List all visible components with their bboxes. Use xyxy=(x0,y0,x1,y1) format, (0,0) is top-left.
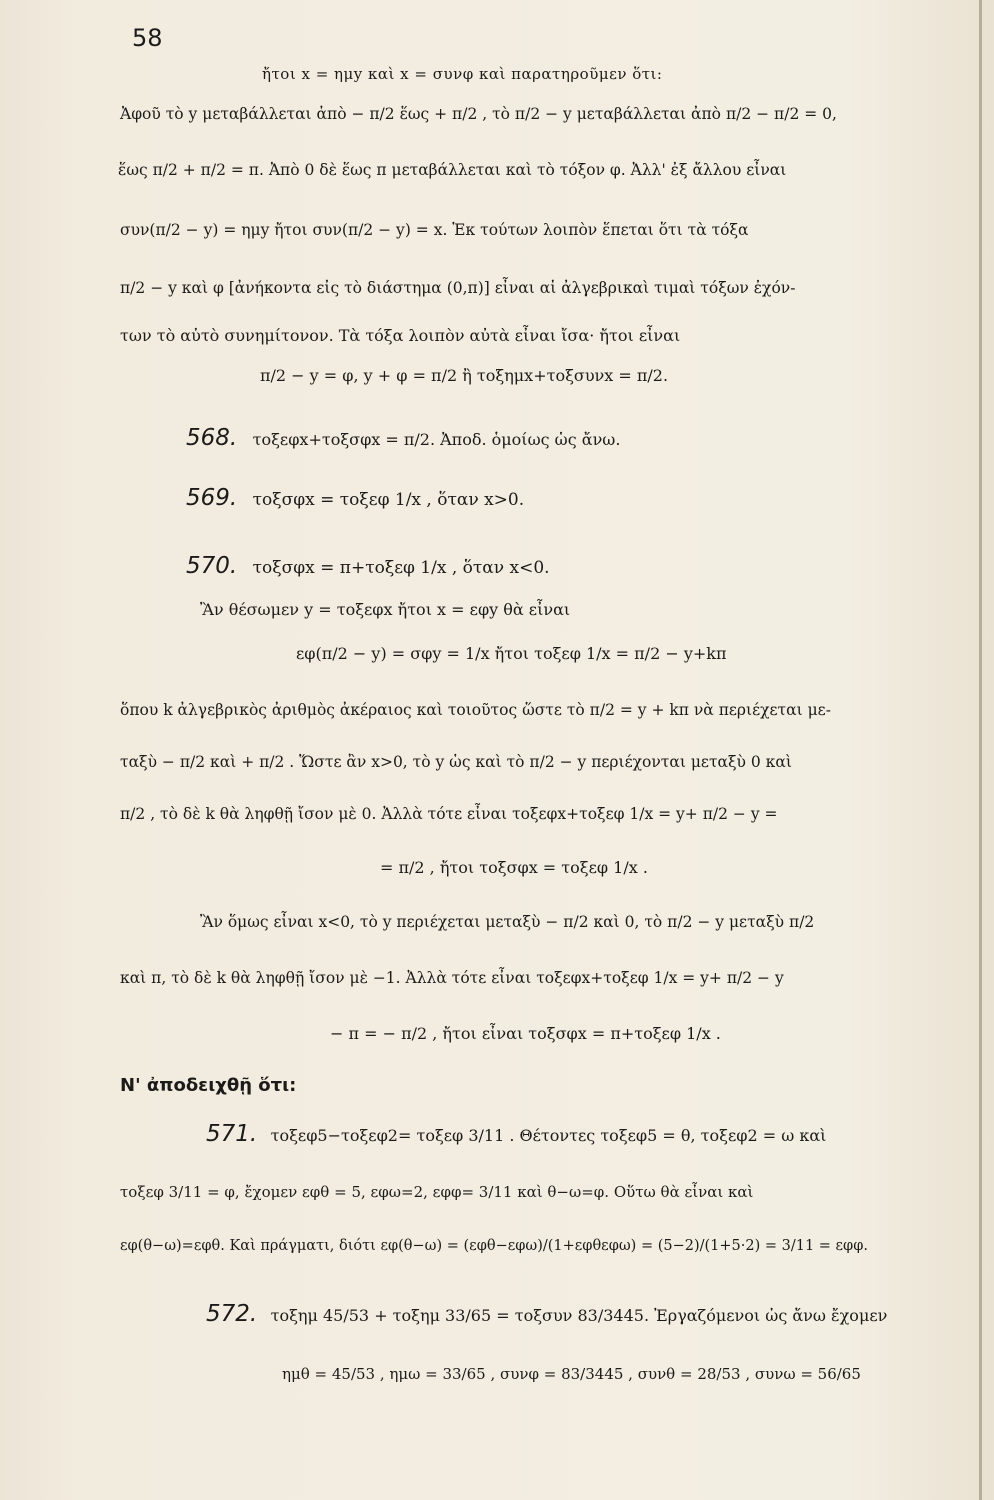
text-line xyxy=(120,804,778,824)
exercise-568 xyxy=(186,425,621,451)
text-line xyxy=(200,912,814,932)
equation-line xyxy=(380,858,648,878)
line-text: ἕως π/2 + π/2 = π. Ἀπὸ 0 δὲ ἕως π μεταβάλλεται καὶ τὸ τόξον φ. Ἀλλ' ἐξ ἄλλου εἶναι xyxy=(118,161,787,179)
exercise-570 xyxy=(186,553,550,579)
line-text: καὶ π, τὸ δὲ k θὰ ληφθῇ ἴσον μὲ −1. Ἀλλὰ τότε εἶναι τοξεφx+τοξεφ 1/x = y+ π/2 − y xyxy=(120,969,784,987)
exercise-569 xyxy=(186,485,525,511)
exercise-571 xyxy=(206,1121,827,1147)
exercise-572 xyxy=(206,1301,888,1327)
line-text: ἤτοι x = ημy καὶ x = συνφ καὶ παρατηροῦμεν ὅτι: xyxy=(262,65,663,83)
section-heading xyxy=(120,1076,296,1096)
exercise-number: 571. xyxy=(206,1121,258,1147)
line-text: ταξὺ − π/2 καὶ + π/2 . Ὥστε ἂν x>0, τὸ y ὡς καὶ τὸ π/2 − y περιέχονται μεταξὺ 0 καὶ xyxy=(120,753,792,771)
exercise-number: 572. xyxy=(206,1301,258,1327)
text-line xyxy=(120,1182,753,1202)
page-edge-shadow xyxy=(979,0,982,1500)
exercise-text: τοξημ 45/53 + τοξημ 33/65 = τοξσυν 83/3445. Ἐργαζόμενοι ὡς ἄνω ἔχομεν xyxy=(270,1306,888,1325)
text-line xyxy=(120,700,831,720)
line-text: Ἀφοῦ τὸ y μεταβάλλεται ἀπὸ − π/2 ἕως + π/2 , τὸ π/2 − y μεταβάλλεται ἀπὸ π/2 − π/2 = 0, xyxy=(120,105,837,123)
text-line xyxy=(120,278,795,298)
text-line xyxy=(120,1236,868,1256)
equation-line xyxy=(296,644,726,664)
line-text: π/2 − y = φ, y + φ = π/2 ἢ τοξημx+τοξσυνx = π/2. xyxy=(260,366,669,385)
line-text: ὅπου k ἀλγεβρικὸς ἀριθμὸς ἀκέραιος καὶ τοιοῦτος ὥστε τὸ π/2 = y + kπ νὰ περιέχεται με- xyxy=(120,701,831,719)
text-line xyxy=(118,160,786,180)
exercise-number: 569. xyxy=(186,485,238,511)
line-text: ημθ = 45/53 , ημω = 33/65 , συνφ = 83/3445 , συνθ = 28/53 , συνω = 56/65 xyxy=(282,1365,861,1383)
equation-line xyxy=(260,366,668,386)
text-line xyxy=(120,326,680,346)
exercise-number: 568. xyxy=(186,425,238,451)
page-number: 58 xyxy=(132,24,163,52)
equation-line xyxy=(282,1364,861,1384)
line-text: εφ(θ−ω)=εφθ. Καὶ πράγματι, διότι εφ(θ−ω) = (εφθ−εφω)/(1+εφθεφω) = (5−2)/(1+5·2) = 3/11 = εφφ. xyxy=(120,1238,868,1254)
text-line xyxy=(120,752,792,772)
line-text: π/2 − y καὶ φ [ἀνήκοντα εἰς τὸ διάστημα (0,π)] εἶναι αἱ ἀλγεβρικαὶ τιμαὶ τόξων ἐχόν- xyxy=(120,279,796,297)
line-text: = π/2 , ἤτοι τοξσφx = τοξεφ 1/x . xyxy=(380,858,648,877)
line-text: π/2 , τὸ δὲ k θὰ ληφθῇ ἴσον μὲ 0. Ἀλλὰ τότε εἶναι τοξεφx+τοξεφ 1/x = y+ π/2 − y = xyxy=(120,805,778,823)
line-text: τοξεφ 3/11 = φ, ἔχομεν εφθ = 5, εφω=2, εφφ= 3/11 καὶ θ−ω=φ. Οὕτω θὰ εἶναι καὶ xyxy=(120,1183,754,1201)
equation-line xyxy=(330,1024,721,1044)
line-text: συν(π/2 − y) = ημy ἤτοι συν(π/2 − y) = x. Ἐκ τούτων λοιπὸν ἕπεται ὅτι τὰ τόξα xyxy=(120,221,749,239)
text-line xyxy=(120,968,784,988)
line-text: Ἂν θέσωμεν y = τοξεφx ἤτοι x = εφy θὰ εἶναι xyxy=(200,600,571,619)
exercise-text: τοξσφx = τοξεφ 1/x , ὅταν x>0. xyxy=(252,490,525,510)
line-text: των τὸ αὐτὸ συνημίτονον. Τὰ τόξα λοιπὸν αὐτὰ εἶναι ἴσα· ἤτοι εἶναι xyxy=(120,326,681,345)
text-line xyxy=(120,104,837,124)
exercise-number: 570. xyxy=(186,553,238,579)
text-line xyxy=(200,600,570,620)
line-text: Ἂν ὅμως εἶναι x<0, τὸ y περιέχεται μεταξὺ − π/2 καὶ 0, τὸ π/2 − y μεταξὺ π/2 xyxy=(200,913,815,931)
line-text: − π = − π/2 , ἤτοι εἶναι τοξσφx = π+τοξεφ 1/x . xyxy=(330,1024,721,1043)
text-line xyxy=(120,220,749,240)
line-text: εφ(π/2 − y) = σφy = 1/x ἤτοι τοξεφ 1/x = π/2 − y+kπ xyxy=(296,644,727,663)
exercise-text: τοξεφx+τοξσφx = π/2. Ἀποδ. ὁμοίως ὡς ἄνω. xyxy=(252,430,621,449)
text-line xyxy=(262,64,663,84)
exercise-text: τοξεφ5−τοξεφ2= τοξεφ 3/11 . Θέτοντες τοξεφ5 = θ, τοξεφ2 = ω καὶ xyxy=(270,1126,827,1145)
heading-text: Ν' ἀποδειχθῇ ὅτι: xyxy=(120,1075,297,1096)
exercise-text: τοξσφx = π+τοξεφ 1/x , ὅταν x<0. xyxy=(252,558,550,578)
